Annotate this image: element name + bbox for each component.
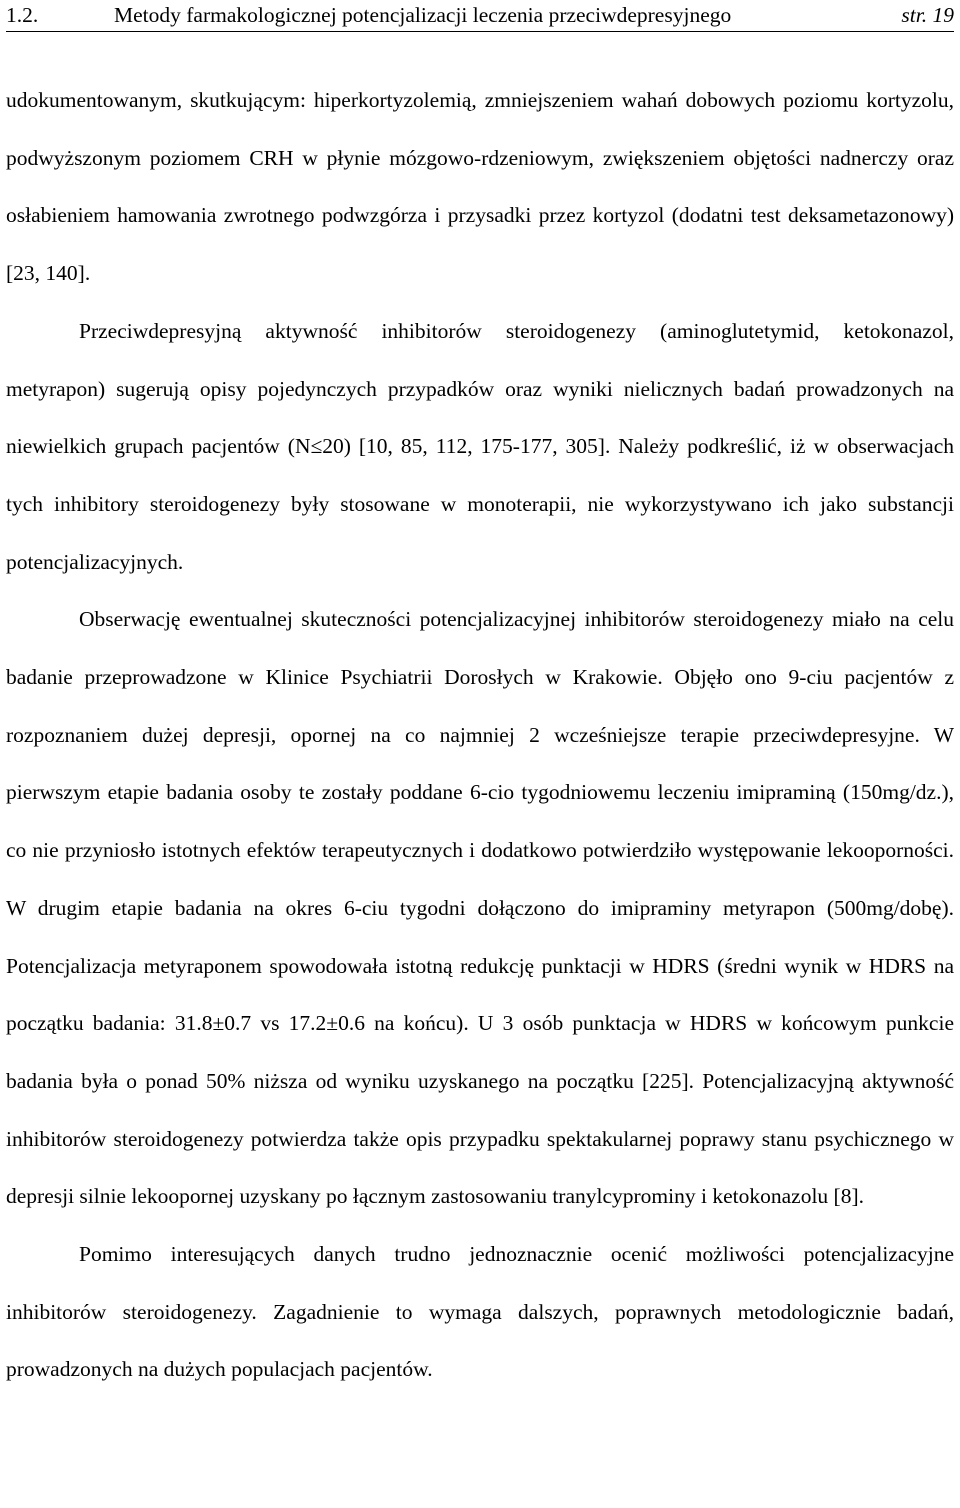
section-number: 1.2.	[6, 3, 39, 27]
paragraph: udokumentowanym, skutkującym: hiperkortyzolemią, zmniejszeniem wahań dobowych poziomu kortyzolu, podwyższonym poziomem CRH w płynie mózgowo-rdzeniowym, zwiększeniem objętości nadnerczy oraz osłabieniem hamowania zwrotnego podwzgórza i przysadki przez kortyzol (dodatni test deksametazonowy) [23, 140].	[6, 88, 954, 286]
section-title: Metody farmakologicznej potencjalizacji leczenia przeciwdepresyjnego	[114, 3, 732, 27]
paragraph: Obserwację ewentualnej skuteczności potencjalizacyjnej inhibitorów steroidogenezy miało na celu badanie przeprowadzone w Klinice Psychiatrii Dorosłych w Krakowie. Objęło ono 9-ciu pacjentów z rozpoznaniem dużej depresji, opornej na co najmniej 2 wcześniejsze terapie przeciwdepresyjne. W pierwszym etapie badania osoby te zostały poddane 6-cio tygodniowemu leczeniu imipraminą (150mg/dz.), co nie przyniosło istotnych efektów terapeutycznych i dodatkowo potwierdziło występowanie lekooporności. W drugim etapie badania na okres 6-ciu tygodni dołączono do imipraminy metyrapon (500mg/dobę). Potencjalizacja metyraponem spowodowała istotną redukcję punktacji w HDRS (średni wynik w HDRS na początku badania: 31.8±0.7 vs 17.2±0.6 na końcu). U 3 osób punktacja w HDRS w końcowym punkcie badania była o ponad 50% niższa od wyniku uzyskanego na początku [225]. Potencjalizacyjną aktywność inhibitorów steroidogenezy potwierdza także opis przypadku spektakularnej poprawy stanu psychicznego w depresji silnie lekoopornej uzyskany po łącznym zastosowaniu tranylcyprominy i ketokonazolu [8].	[6, 607, 954, 1209]
paragraph: Przeciwdepresyjną aktywność inhibitorów steroidogenezy (aminoglutetymid, ketokonazol, metyrapon) sugerują opisy pojedynczych przypadków oraz wyniki nielicznych badań prowadzonych na niewielkich grupach pacjentów (N≤20) [10, 85, 112, 175-177, 305]. Należy podkreślić, iż w obserwacjach tych inhibitory steroidogenezy były stosowane w monoterapii, nie wykorzystywano ich jako substancji potencjalizacyjnych.	[6, 318, 954, 574]
page-number: str. 19	[901, 3, 954, 27]
body-text	[6, 72, 954, 1399]
running-header	[6, 3, 954, 32]
paragraph: Pomimo interesujących danych trudno jednoznacznie ocenić możliwości potencjalizacyjne inhibitorów steroidogenezy. Zagadnienie to wymaga dalszych, poprawnych metodologicznie badań, prowadzonych na dużych populacjach pacjentów.	[6, 1242, 954, 1382]
